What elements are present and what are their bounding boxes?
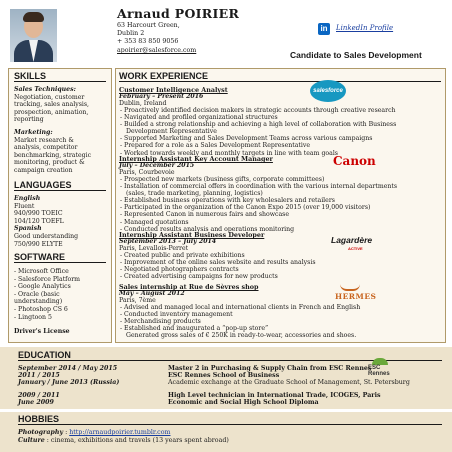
- job-1-place: Dublin, Ireland: [119, 100, 167, 107]
- software-title: SOFTWARE: [14, 252, 106, 263]
- hobby-photography: Photography : http://arnaudpoirier.tumblr.com: [18, 429, 171, 436]
- hobbies-title: HOBBIES: [18, 414, 442, 425]
- job-2-bullets: - Prospected new markets (business gifts, corporate committees) - Installation of commercial offers in coordination with the various internal departments (sales, trade marketing, planning, logistics) - Established business operations with key wholesalers and retailers - Participated in the organization of the Canon Expo 2015 (over 19,000 visitors) - Represented Canon in numerous fairs and showcase - Managed quotations - Conducted results analysis and operations monitoring: [120, 176, 398, 233]
- job-4-title: Sales internship at Rue de Sèvres shop: [119, 283, 259, 291]
- address-line-1: 63 Harcourt Green,: [117, 22, 180, 29]
- job-1-bullets: - Proactively identified decision makers in strategic accounts through creative research - Navigated and profiled organizational structures - Builded a strong relationship and achieving a high level of collaboration with Business Development Representative - Supported Marketing and Sales Development Teams across various campaigns - Prepared for a role as a Sales Development Representative - Worked towards weekly and monthly targets in line with team goals: [120, 107, 397, 157]
- job-2-place: Paris, Courbevoie: [119, 169, 175, 176]
- job-1-dates: February – Present 2016: [119, 93, 204, 100]
- drivers-license: Driver's License: [14, 328, 70, 335]
- target-position: Candidate to Sales Development: [290, 50, 422, 60]
- salesforce-logo: salesforce: [310, 80, 346, 102]
- lagardere-logo-sub: ACTIVE: [348, 246, 363, 251]
- lagardere-logo: Lagardère: [331, 235, 373, 245]
- education-title: EDUCATION: [18, 350, 442, 361]
- esc-rennes-logo: ESC Rennes: [368, 358, 392, 374]
- software-list: - Microsoft Office - Salesforce Platform - Google Analytics - Oracle (basic understanding) - Photoshop CS 6 - Lingtoon 5: [14, 268, 81, 321]
- skills-title: SKILLS: [14, 71, 106, 82]
- linkedin-icon[interactable]: in: [318, 23, 330, 35]
- language-english: English: [14, 195, 41, 202]
- profile-photo: [10, 9, 57, 62]
- job-3-dates: September 2013 – July 2014: [119, 238, 217, 245]
- photography-link[interactable]: http://arnaudpoirier.tumblr.com: [69, 429, 171, 436]
- skills-sales: Sales Techniques: Negotiation, customer tracking, sales analysis, prospection, animation, reporting: [14, 86, 89, 124]
- phone-number: + 353 83 850 9056: [117, 38, 179, 45]
- email-link[interactable]: apoirier@salesforce.com: [117, 47, 197, 54]
- job-1-title: Customer Intelligence Analyst: [119, 86, 228, 94]
- job-3-bullets: - Created public and private exhibitions - Improvement of the online sales website and results analysis - Negotiated photographers contracts - Created advertising campaigns for new products: [120, 252, 316, 281]
- hobby-culture: Culture : cinema, exhibitions and travels (13 years spent abroad): [18, 437, 229, 444]
- languages-title: LANGUAGES: [14, 180, 106, 191]
- job-2-title: Internship Assistant Key Account Manager: [119, 155, 273, 163]
- job-3-place: Paris, Levallois-Perret: [119, 245, 189, 252]
- language-spanish: Spanish: [14, 225, 42, 233]
- skills-sales-heading: Sales Techniques:: [14, 86, 76, 93]
- address-line-2: Dublin 2: [117, 30, 145, 37]
- canon-logo: Canon: [333, 154, 376, 168]
- hermes-logo: HERMES: [335, 292, 377, 301]
- skills-marketing: Marketing: Market research & analysis, competitor benchmarking, strategic monitoring, product & campaign creation: [14, 129, 92, 174]
- work-experience-title: WORK EXPERIENCE: [119, 71, 441, 82]
- candidate-name: Arnaud POIRIER: [117, 6, 240, 21]
- job-4-bullets: - Advised and managed local and international clients in French and English - Conducted inventory management - Merchandising products - Established and inaugurated a “pop-up store” Generated gross sales of € 250K in ready-to-wear, accessories and shoes.: [120, 304, 361, 340]
- languages-list: English Fluent 940/990 TOEIC 104/120 TOEFL Spanish Good understanding 750/990 ELYTE: [14, 195, 79, 248]
- skills-marketing-heading: Marketing:: [14, 129, 53, 136]
- job-4-dates: May – August 2012: [119, 290, 185, 297]
- job-2-dates: July – December 2015: [119, 162, 195, 169]
- linkedin-profile-link[interactable]: LinkedIn Profile: [336, 24, 394, 32]
- job-3-title: Internship Assistant Business Developer: [119, 231, 265, 239]
- job-4-place: Paris, 7ème: [119, 297, 156, 304]
